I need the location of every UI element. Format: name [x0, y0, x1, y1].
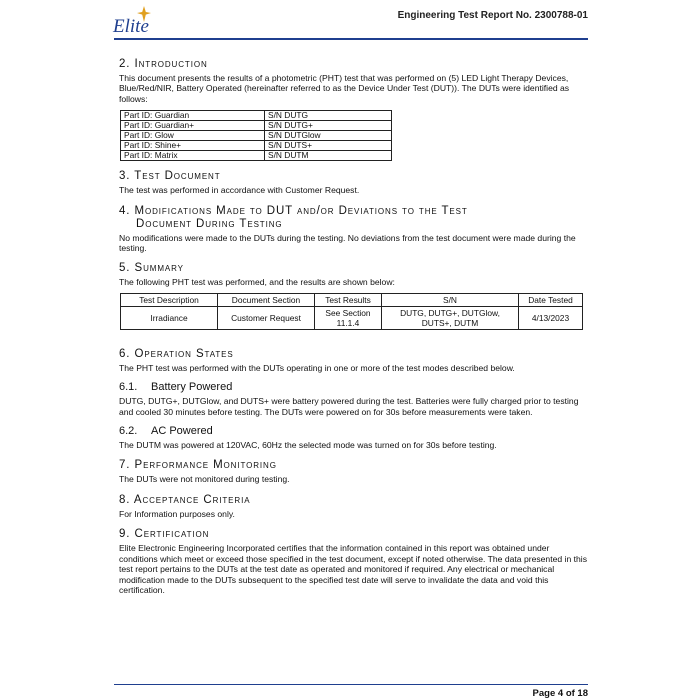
section-body: The test was performed in accordance with Customer Request. — [119, 185, 360, 196]
section-performance-monitoring — [119, 459, 589, 484]
table-row: Part ID: Shine+ S/N DUTS+ — [121, 141, 392, 151]
section-modifications — [119, 205, 589, 254]
section-body: This document presents the results of a photometric (PHT) test that was performed on (5) LED Light Therapy Devices, Blue/Red/NIR, Battery Operated (hereinafter referred to as the Device Under Test (DUT)). The DUTs were identified as follows: — [119, 73, 570, 104]
cell-date: 4/13/2023 — [519, 306, 583, 329]
section-heading: 5. Summary — [119, 262, 184, 275]
subsection-heading: 6.1. Battery Powered — [119, 381, 233, 394]
section-body: For Information purposes only. — [119, 508, 235, 519]
subsection-body: DUTG, DUTG+, DUTGlow, and DUTS+ were battery powered during the test. Batteries were fully charged prior to testing and cooled 30 minutes before testing. The DUTs were powered on for 30s before measurements were taken. — [119, 396, 579, 417]
column-header: Test Description — [121, 293, 218, 306]
table-row: Part ID: Guardian S/N DUTG — [121, 111, 392, 121]
header-divider — [114, 38, 588, 40]
elite-logo — [113, 6, 163, 40]
table-row: Part ID: Glow S/N DUTGlow — [121, 131, 392, 141]
section-heading: 3. Test Document — [119, 170, 221, 183]
table-row: Part ID: Matrix S/N DUTM — [121, 151, 392, 161]
section-heading: 2. Introduction — [119, 58, 208, 70]
section-heading: 8. Acceptance Criteria — [119, 493, 251, 506]
section-introduction — [119, 58, 589, 161]
subsection-heading: 6.2. AC Powered — [119, 425, 213, 438]
table-row: Part ID: Guardian+ S/N DUTG+ — [121, 121, 392, 131]
section-heading: 6. Operation States — [119, 347, 234, 360]
report-title: Engineering Test Report No. 2300788-01 — [397, 10, 588, 21]
section-body: No modifications were made to the DUTs during the testing. No deviations from the test document were made during the testing. — [119, 232, 576, 254]
report-content — [119, 58, 589, 604]
table-header-row — [121, 293, 583, 306]
page-number: Page 4 of 18 — [532, 688, 588, 699]
subsection-battery — [119, 381, 589, 417]
section-body: The DUTs were not monitored during testing. — [119, 474, 290, 485]
summary-table — [120, 293, 583, 330]
section-certification — [119, 528, 589, 595]
subsection-ac — [119, 425, 589, 450]
section-heading: 9. Certification — [119, 528, 210, 541]
logo-text: Elite — [113, 16, 149, 37]
column-header: S/N — [382, 293, 519, 306]
cell-results: See Section 11.1.4 — [315, 306, 382, 329]
subsection-body: The DUTM was powered at 120VAC, 60Hz the selected mode was turned on for 30s before testing. — [119, 440, 497, 451]
section-operation-states — [119, 348, 589, 451]
section-heading: 7. Performance Monitoring — [119, 459, 277, 472]
section-summary — [119, 262, 589, 329]
section-body: The PHT test was performed with the DUTs operating in one or more of the test modes described below. — [119, 362, 515, 373]
cell-description: Irradiance — [121, 306, 218, 329]
section-heading: 4. Modifications Made to DUT and/or Deviations to the Test Document During Testing — [119, 204, 468, 230]
section-body: Elite Electronic Engineering Incorporated certifies that the information contained in this report was obtained under conditions which meet or exceed those specified in the test document, except if noted otherwise. The data presented in this test report pertains to the DUTs at the test date as operated and monitored if required. Any electrical or mechanical modification made to the DUTs subsequent to the specified test date will serve to invalidate the data and void this certification. — [119, 543, 587, 595]
column-header: Document Section — [218, 293, 315, 306]
star-icon — [137, 6, 151, 22]
column-header: Date Tested — [519, 293, 583, 306]
dut-parts-table — [120, 110, 392, 161]
table-row — [121, 306, 583, 329]
section-acceptance-criteria — [119, 494, 589, 519]
column-header: Test Results — [315, 293, 382, 306]
section-test-document — [119, 170, 589, 195]
footer-divider — [114, 684, 588, 685]
cell-sn: DUTG, DUTG+, DUTGlow, DUTS+, DUTM — [382, 306, 519, 329]
cell-doc-section: Customer Request — [218, 306, 315, 329]
section-body: The following PHT test was performed, and the results are shown below: — [119, 277, 395, 288]
